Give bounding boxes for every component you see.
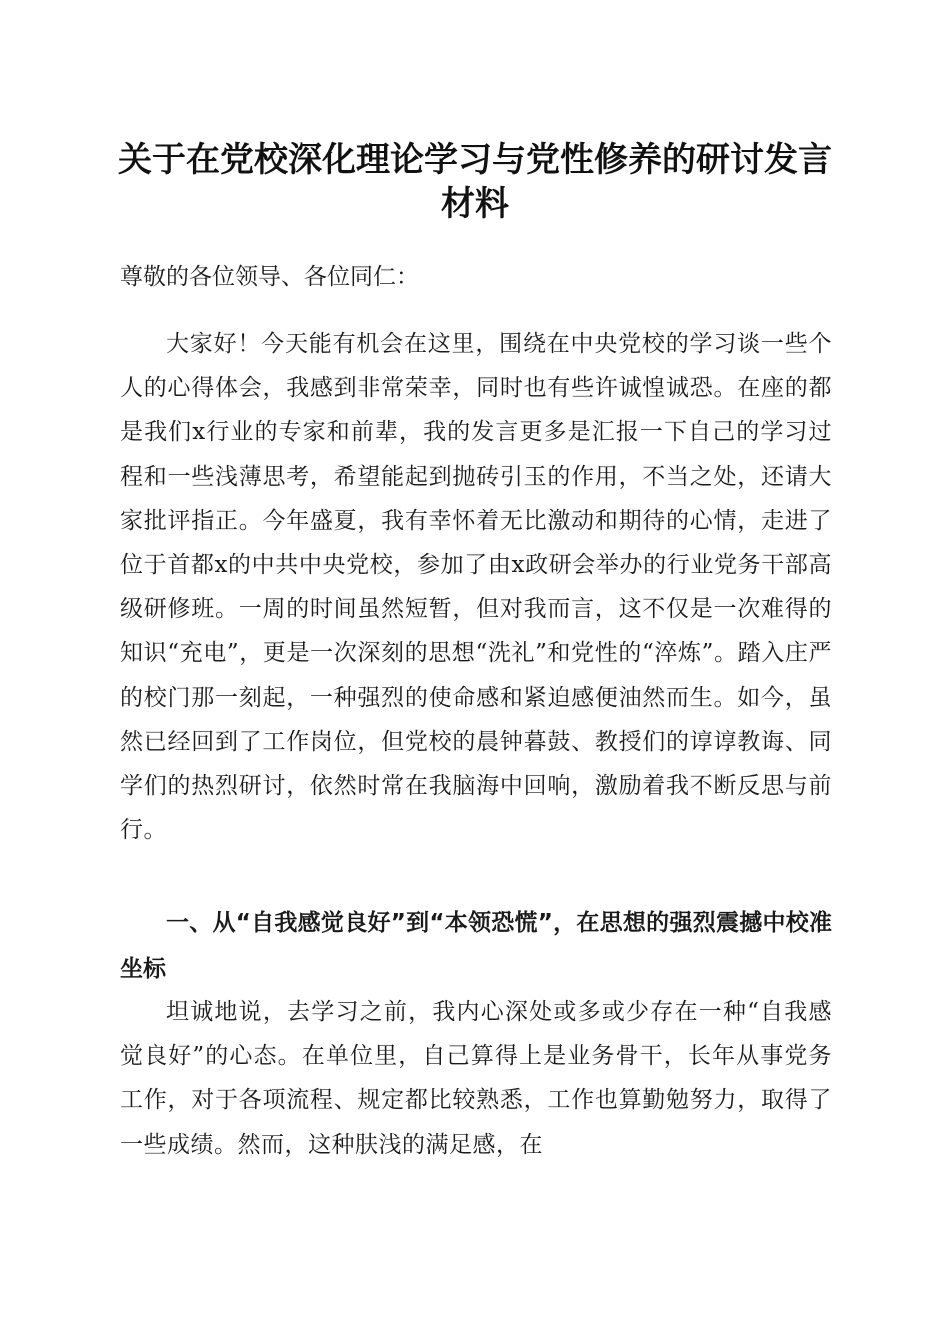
- section-heading-1: 一、从“自我感觉良好”到“本领恐慌”，在思想的强烈震撼中校准坐标: [120, 910, 832, 982]
- salutation: 尊敬的各位领导、各位同仁：: [120, 264, 419, 290]
- paragraph-intro: 大家好！今天能有机会在这里，围绕在中央党校的学习谈一些个人的心得体会，我感到非常荣幸，同时也有些许诚惶诚恐。在座的都是我们x行业的专家和前辈，我的发言更多是汇报一下自己的学习过程和一些浅薄思考，希望能起到抛砖引玉的作用，不当之处，还请大家批评指正。今年盛夏，我有幸怀着无比激动和期待的心情，走进了位于首都x的中共中央党校，参加了由x政研会举办的行业党务干部高级研修班。一周的时间虽然短暂，但对我而言，这不仅是一次难得的知识“充电”，更是一次深刻的思想“洗礼”和党性的“淬炼”。踏入庄严的校门那一刻起，一种强烈的使命感和紧迫感便油然而生。如今，虽然已经回到了工作岗位，但党校的晨钟暮鼓、教授们的谆谆教诲、同学们的热烈研讨，依然时常在我脑海中回响，激励着我不断反思与前行。: [120, 331, 832, 844]
- document-title: 关于在党校深化理论学习与党性修养的研讨发言材料: [118, 140, 832, 224]
- section-paragraph-1: 坦诚地说，去学习之前，我内心深处或多或少存在一种“自我感觉良好”的心态。在单位里，自己算得上是业务骨干，长年从事党务工作，对于各项流程、规定都比较熟悉，工作也算勤勉努力，取得了一些成绩。然而，这种肤浅的满足感，在: [120, 999, 832, 1158]
